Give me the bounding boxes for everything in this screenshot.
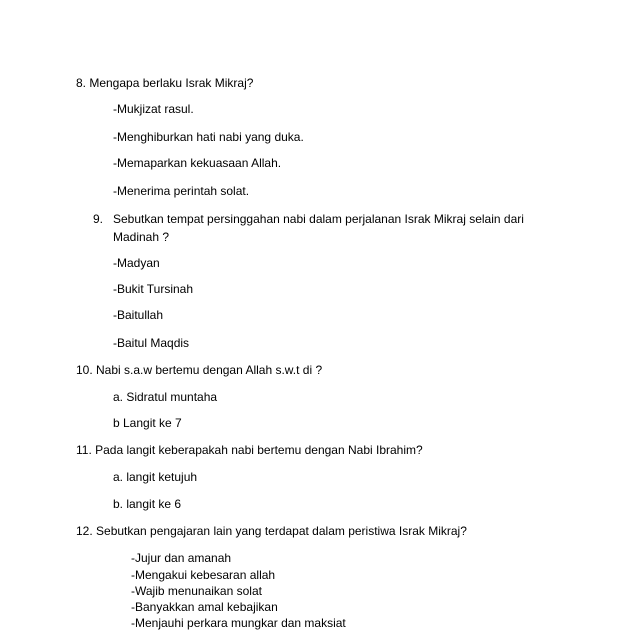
question-9-line1: Sebutkan tempat persinggahan nabi dalam perjalanan Israk Mikraj selain dari	[113, 212, 524, 226]
answer-12-3: -Wajib menunaikan solat	[131, 584, 262, 598]
question-11: 11. Pada langit keberapakah nabi bertemu dengan Nabi Ibrahim?	[76, 443, 423, 457]
answer-8-1: -Mukjizat rasul.	[113, 102, 194, 116]
question-9-line2: Madinah ?	[113, 230, 170, 244]
answer-8-2: -Menghiburkan hati nabi yang duka.	[113, 130, 304, 144]
answer-10-1: a. Sidratul muntaha	[113, 390, 218, 404]
answer-9-2: -Bukit Tursinah	[113, 282, 194, 296]
answer-9-1: -Madyan	[113, 256, 160, 270]
answer-12-2: -Mengakui kebesaran allah	[131, 568, 276, 582]
answer-9-3: -Baitullah	[113, 308, 164, 322]
question-12: 12. Sebutkan pengajaran lain yang terdapat dalam peristiwa Israk Mikraj?	[76, 524, 467, 538]
answer-9-4: -Baitul Maqdis	[113, 336, 190, 350]
question-9-number: 9.	[93, 212, 104, 226]
answer-12-1: -Jujur dan amanah	[131, 551, 232, 565]
answer-10-2: b Langit ke 7	[113, 416, 182, 430]
answer-12-4: -Banyakkan amal kebajikan	[131, 600, 278, 614]
answer-8-4: -Menerima perintah solat.	[113, 184, 250, 198]
answer-11-1: a. langit ketujuh	[113, 470, 198, 484]
answer-11-2: b. langit ke 6	[113, 497, 182, 511]
answer-8-3: -Memaparkan kekuasaan Allah.	[113, 156, 282, 170]
question-10: 10. Nabi s.a.w bertemu dengan Allah s.w.t di ?	[76, 363, 323, 377]
answer-12-5: -Menjauhi perkara mungkar dan maksiat	[131, 616, 346, 630]
question-8: 8. Mengapa berlaku Israk Mikraj?	[76, 76, 254, 90]
